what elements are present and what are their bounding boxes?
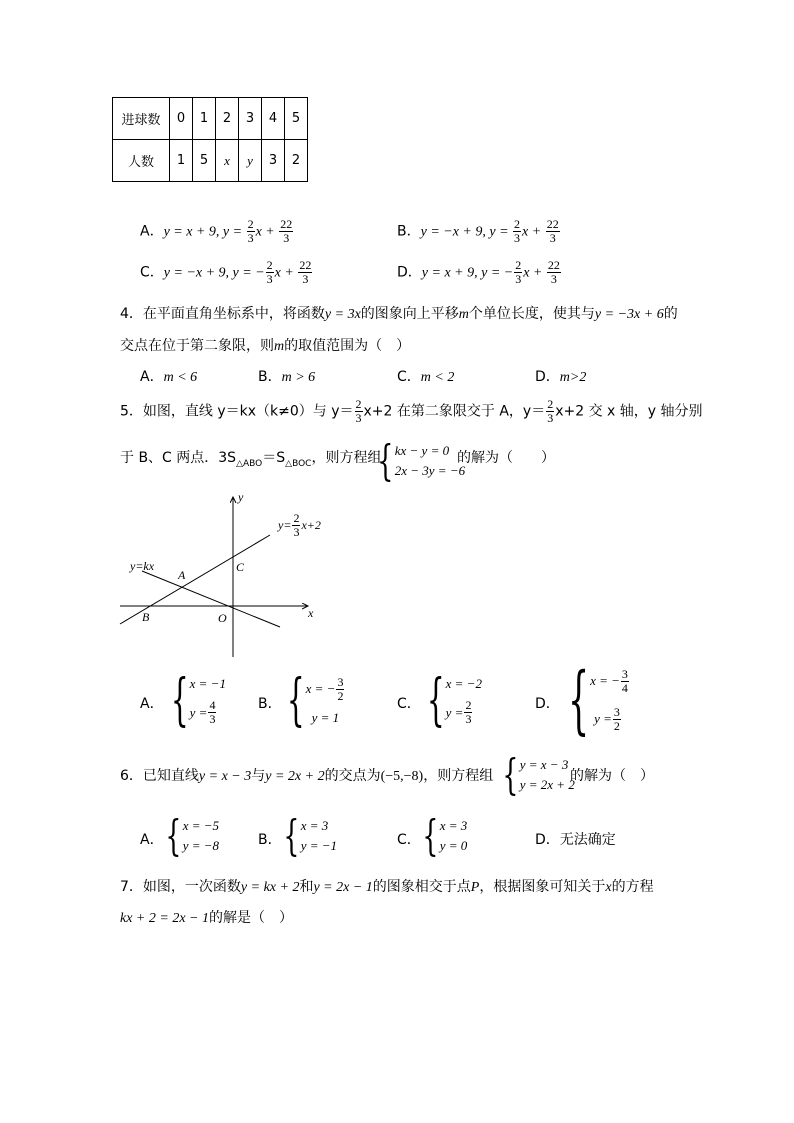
table-cell: 3 [239,98,262,140]
table-cell: 0 [170,98,193,140]
q4-option-b[interactable]: B．m > 6 [258,369,316,385]
q5-option-b-system[interactable]: { x = − $\frac{3}{2}$ y = 1 [286,668,344,733]
table-cell: 5 [193,140,216,182]
brace-icon: { [567,657,590,743]
q7-line-2: kx + 2 = 2x − 1的解是（ ） [120,910,293,926]
table-row [113,98,308,140]
q6-line-end: 的解为（ ） [570,768,654,784]
table-header-cell: 进球数 [113,98,170,140]
table-row [113,140,308,182]
table-header-cell: 人数 [113,140,170,182]
point-O: O [218,611,227,625]
q6-option-a-system[interactable]: { x = −5 y = −8 [165,811,220,860]
q5-option-b-label[interactable]: B． [258,696,282,712]
q7-line-1: 7．如图，一次函数y = kx + 2和y = 2x − 1的图象相交于点P，根据图象可知关于x的方程 [120,879,654,895]
q3-option-b[interactable]: B．y = −x + 9, y = $\frac{2}{3}$ x + $\frac{22}{3}$ [397,217,559,245]
q3-option-d[interactable]: D．y = x + 9, y = − $\frac{2}{3}$ x + $\frac{22}{3}$ [397,258,560,286]
q4-line-2: 交点在位于第二象限，则m的取值范围为（ ） [120,338,411,354]
table-cell: 1 [170,140,193,182]
q5-option-c-system[interactable]: { x = −2 y = $\frac{2}{3}$ [426,668,482,733]
q5-line-2: 于 B、C 两点．$3S_{\triangle ABO}=S_{\triangle BOC}$，则方程组 [120,450,382,469]
table-cell: 1 [193,98,216,140]
q5-option-a-system[interactable]: { x = −1 y = $\frac{4}{3}$ [170,668,226,733]
table-cell: 4 [262,98,285,140]
table-cell: 5 [285,98,308,140]
table-cell: 2 [285,140,308,182]
q5-system: { kx − y = 0 2x − 3y = −6 [377,436,466,485]
table-cell: x [216,140,239,182]
brace-icon: { [170,668,189,733]
q6-option-d[interactable]: D．无法确定 [535,832,616,848]
q4-line-1: 4．在平面直角坐标系中，将函数y = 3x的图象向上平移m个单位长度，使其与y = −3x + 6的 [120,306,678,322]
q3-option-c[interactable]: C．y = −x + 9, y = − $\frac{2}{3}$ x + $\frac{22}{3}$ [140,258,312,286]
q4-option-d[interactable]: D．m>2 [535,369,587,385]
q6-option-c-label[interactable]: C． [397,832,421,848]
brace-icon: { [502,750,519,799]
point-B: B [142,610,150,624]
q5-option-c-label[interactable]: C． [397,696,421,712]
line-label-ykx: y=kx [130,559,155,573]
figure-line-label: y= $\frac{2}{3}$ x+2 [278,511,321,539]
q3-option-a[interactable]: A．y = x + 9, y = $\frac{2}{3}$ x + $\frac{22}{3}$ [140,217,293,245]
brace-icon: { [426,668,445,733]
brace-icon: { [165,811,182,860]
brace-icon: { [377,436,394,485]
point-A: A [178,568,186,582]
q5-line-2-end: 的解为（ ） [457,450,555,466]
point-C: C [236,560,245,574]
table-cell: 2 [216,98,239,140]
brace-icon: { [422,811,439,860]
q6-option-b-label[interactable]: B． [258,832,282,848]
q6-option-c-system[interactable]: { x = 3 y = 0 [422,811,468,860]
q5-option-d-label[interactable]: D． [535,696,560,712]
brace-icon: { [283,811,300,860]
q6-line: 6．已知直线y = x − 3与y = 2x + 2的交点为(−5,−8)，则方程组 [120,768,494,784]
y-axis-label: y [238,490,244,504]
q5-line-1: 5．如图，直线 y＝kx（k≠0）与 y＝ $\frac{2}{3}$ x+2 在第二象限交于 A，y＝ $\frac{2}{3}$ x+2 交 x 轴，y 轴分别 [120,397,703,425]
brace-icon: { [286,668,305,733]
q4-option-a[interactable]: A．m < 6 [140,369,198,385]
q5-option-a-label[interactable]: A． [140,696,164,712]
table-cell: y [239,140,262,182]
q6-option-b-system[interactable]: { x = 3 y = −1 [283,811,338,860]
goals-table [112,97,308,182]
table-cell: 3 [262,140,285,182]
x-axis-label: x [308,606,314,620]
q4-option-c[interactable]: C．m < 2 [397,369,455,385]
q6-option-a-label[interactable]: A． [140,832,164,848]
q6-system: { y = x − 3 y = 2x + 2 [502,750,575,799]
q5-option-d-system[interactable]: { x = − $\frac{3}{4}$ y = $\frac{3}{2}$ [567,657,628,743]
